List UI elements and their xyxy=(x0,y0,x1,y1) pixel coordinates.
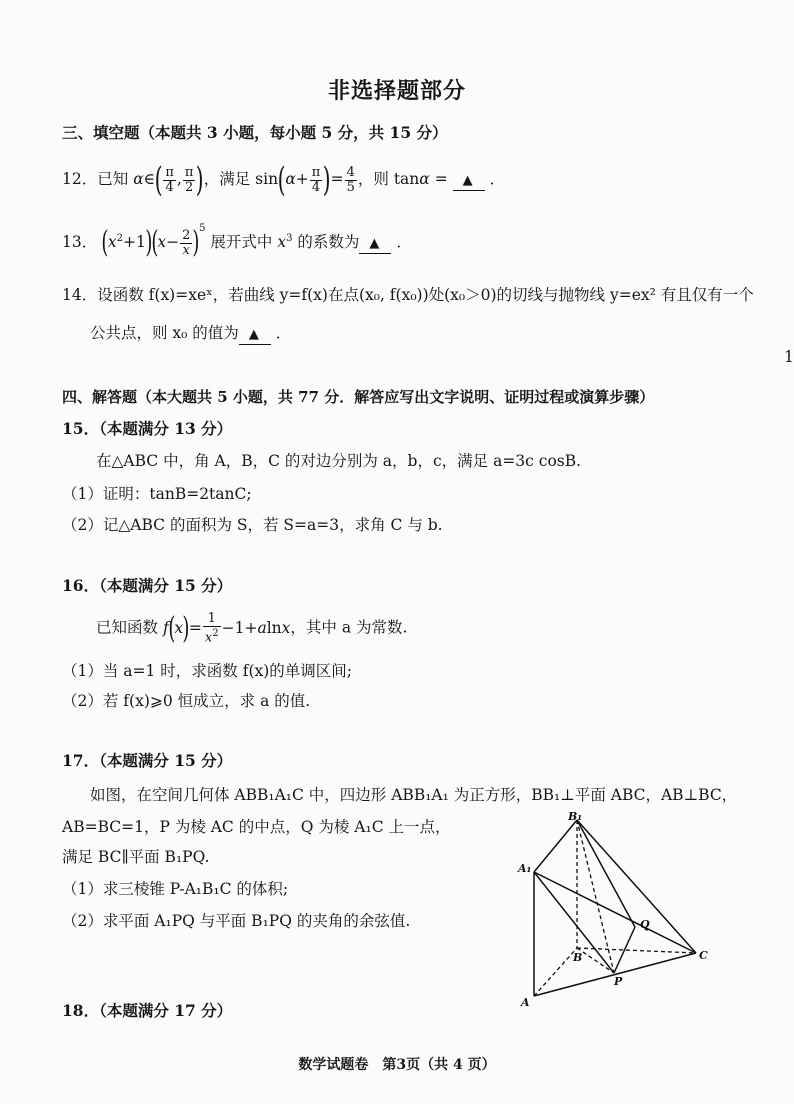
q13-text: 展开式中 xyxy=(210,233,273,252)
q12-condition: α∈( $\frac{\pi}{4}$ , $\frac{\pi}{2}$ ) xyxy=(133,160,205,200)
label-Q: Q xyxy=(640,918,650,931)
q14-line2-row xyxy=(90,322,291,345)
label-B1: B₁ xyxy=(568,810,583,823)
q16-stem-post: ，其中 a 为常数. xyxy=(290,618,408,637)
q13-expression: $(x^2+1)(x-$ $\frac{2}{x}$ )$^5$ xyxy=(101,223,206,261)
q14-number: 14． xyxy=(62,286,98,304)
q17-title: 17．（本题满分 15 分） xyxy=(62,751,233,770)
section4-heading: 四、解答题（本大题共 5 小题，共 77 分．解答应写出文字说明、证明过程或演算步骤） xyxy=(62,388,655,406)
q18-title: 18．（本题满分 17 分） xyxy=(62,1001,233,1020)
q13-number: 13． xyxy=(62,233,98,252)
q16-stem-pre: 已知函数 xyxy=(96,618,159,637)
q13-coef: 的系数为 xyxy=(297,233,360,252)
edge-A1C xyxy=(534,872,696,953)
q15-part1: （1）证明：tanB=2tanC; xyxy=(62,485,252,503)
q13-end: ． xyxy=(396,233,412,252)
q15-part2: （2）记△ABC 的面积为 S，若 S=a=3，求角 C 与 b. xyxy=(62,516,443,534)
q12-answer-blank[interactable]: ▲ xyxy=(453,172,485,191)
label-B: B xyxy=(573,951,583,964)
edge-PQ xyxy=(614,927,635,973)
q12-mid: ，满足 xyxy=(203,170,251,188)
q13-answer-blank[interactable]: ▲ xyxy=(359,235,391,254)
label-A1: A₁ xyxy=(518,862,532,875)
edge-AB xyxy=(534,948,577,996)
q12-end: ． xyxy=(489,170,506,188)
q17-part2: （2）求平面 A₁PQ 与平面 B₁PQ 的夹角的余弦值. xyxy=(62,912,411,930)
q14 xyxy=(62,284,754,306)
section3-heading: 三、填空题（本题共 3 小题，每小题 5 分，共 15 分） xyxy=(62,123,448,142)
q17-stem3: 满足 BC∥平面 B₁PQ. xyxy=(62,848,210,866)
margin-mark: 1 xyxy=(784,348,794,366)
q16-part1: （1）当 a=1 时，求函数 f(x)的单调区间; xyxy=(62,662,353,680)
label-P: P xyxy=(614,975,623,988)
q16-title: 16．（本题满分 15 分） xyxy=(62,576,233,595)
q12: 12．已知 α∈( $\frac{\pi}{4}$ , $\frac{\pi}{2}$ )，满足 sin(α+ $\frac{\pi}{4}$ )= $\frac{4}{5}$ ，则 tanα = ▲ ． xyxy=(62,160,506,200)
q14-end: ． xyxy=(275,324,292,342)
q14-line1: 设函数 f(x)=xeˣ，若曲线 y=f(x)在点(x₀, f(x₀))处(x₀＞0)的切线与抛物线 y=ex² 有且仅有一个 xyxy=(97,286,754,304)
q15-title: 15．（本题满分 13 分） xyxy=(62,419,233,438)
label-C: C xyxy=(699,949,708,962)
q12-pre: 已知 xyxy=(97,170,129,188)
q16-stem xyxy=(96,612,407,645)
edge-B1C xyxy=(577,820,696,953)
q12-number: 12． xyxy=(62,170,98,188)
edge-B1Q xyxy=(577,820,635,927)
q14-line2: 公共点，则 x₀ 的值为 xyxy=(90,324,239,342)
page-footer: 数学试题卷 第3页（共 4 页） xyxy=(298,1057,496,1073)
q16-function: f(x)= $\frac{1}{x^2}$ −1+alnx xyxy=(162,610,291,646)
q17-stem2: AB=BC=1，P 为棱 AC 的中点，Q 为棱 A₁C 上一点， xyxy=(62,818,451,836)
q14-answer-blank[interactable]: ▲ xyxy=(239,326,271,345)
edge-BC xyxy=(577,948,696,953)
q15-stem: 在△ABC 中，角 A，B，C 的对边分别为 a，b，c，满足 a=3c cosB. xyxy=(96,452,582,470)
page-title: 非选择题部分 xyxy=(327,78,466,104)
label-A: A xyxy=(521,996,530,1009)
q12-equation: sin(α+ $\frac{\pi}{4}$ )= $\frac{4}{5}$ xyxy=(255,160,355,200)
edge-B1A1 xyxy=(534,820,577,872)
q13: 13． $(x^2+1)(x-$ $\frac{2}{x}$ )$^5$ 展开式中 $x^3$ 的系数为 ▲ ． xyxy=(62,223,412,261)
q17-stem1: 如图，在空间几何体 ABB₁A₁C 中，四边形 ABB₁A₁ 为正方形，BB₁⊥平面 ABC，AB⊥BC， xyxy=(90,786,738,804)
geometry-figure xyxy=(510,808,715,1013)
q12-post: ，则 xyxy=(357,170,389,188)
q16-part2: （2）若 f(x)⩾0 恒成立，求 a 的值. xyxy=(62,692,311,710)
q17-part1: （1）求三棱锥 P-A₁B₁C 的体积; xyxy=(62,880,289,898)
